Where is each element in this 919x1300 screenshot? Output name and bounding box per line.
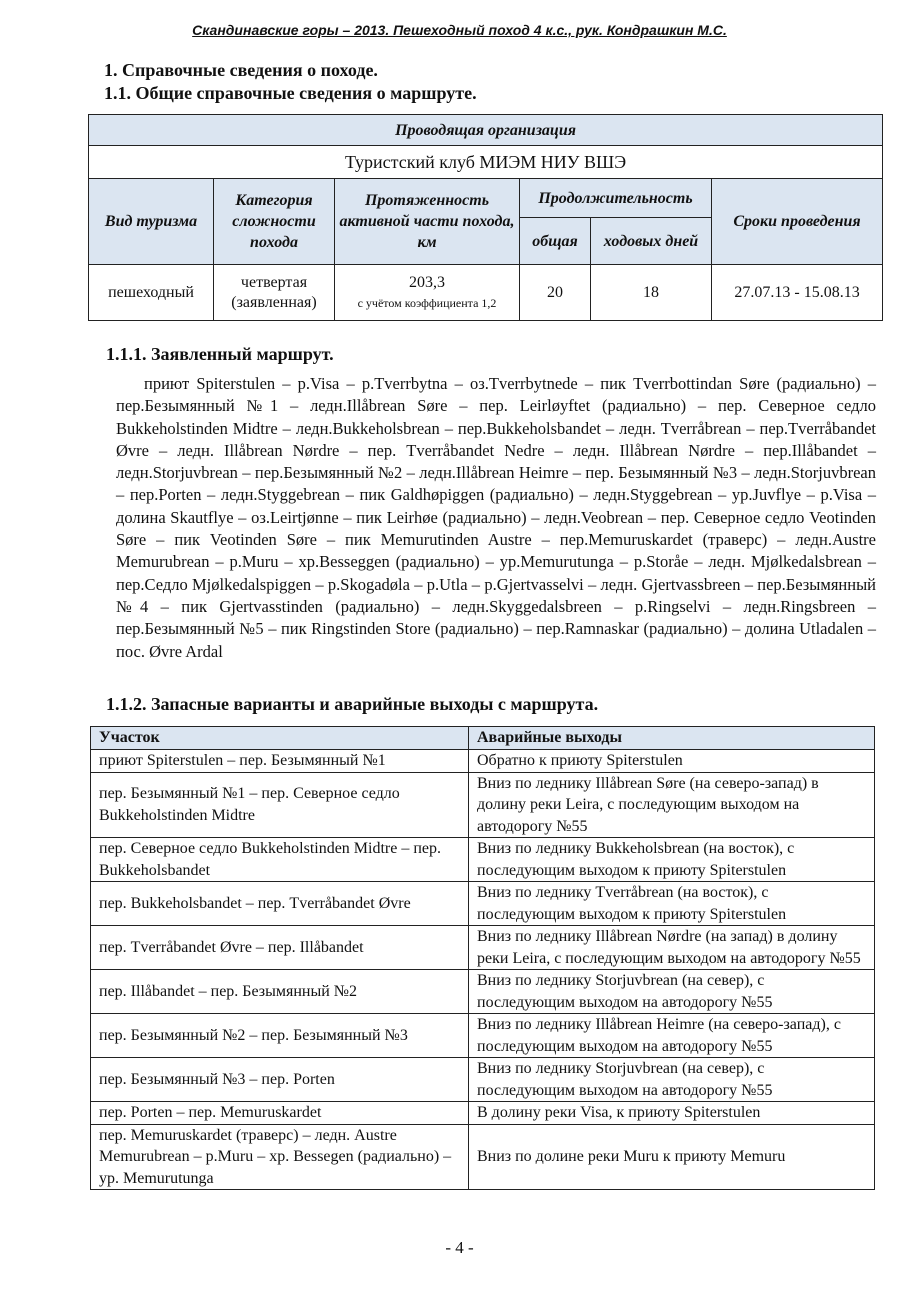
value-length-number: 203,3 [409, 273, 445, 291]
section-1-1-title: 1.1. Общие справочные сведения о маршруте. [104, 83, 477, 103]
value-walking-days: 18 [591, 265, 712, 321]
exit-cell: Вниз по леднику Illåbrean Nørdre (на запад) в долину реки Leira, с последующим выходом на автодорогу №55 [469, 926, 875, 970]
value-length [335, 265, 520, 321]
col-emergency-exits: Аварийные выходы [469, 727, 875, 750]
section-cell: пер. Illåbandet – пер. Безымянный №2 [91, 970, 469, 1014]
org-header: Проводящая организация [89, 115, 883, 146]
exit-cell: Вниз по леднику Illåbrean Søre (на северо-запад) в долину реки Leira, с последующим выходом на автодорогу №55 [469, 772, 875, 838]
table-row [91, 1058, 875, 1102]
exit-cell: Вниз по леднику Tverråbrean (на восток), с последующим выходом к приюту Spiterstulen [469, 882, 875, 926]
section-1-1-1-title: 1.1.1. Заявленный маршрут. [106, 344, 334, 364]
table-row [91, 1124, 875, 1190]
exit-cell: Вниз по долине реки Muru к приюту Memuru [469, 1124, 875, 1190]
col-length: Протяженность активной части похода, км [335, 179, 520, 265]
section-cell: пер. Porten – пер. Memuruskardet [91, 1102, 469, 1125]
declared-route-text: приют Spiterstulen – р.Visa – р.Tverrbytna – оз.Tverrbytnede – пик Tverrbottindan Søre (радиально) – пер.Безымянный №1 – ледн.Illåbrean Søre – пер. Leirløyftet (радиально) – пер. Северное седло Bukkeholstinden Midtre – ледн.Bukkeholsbrean – пер.Bukkeholsbandet – ледн. Tverråbrean – пер.Tverråbandet Øvre – ледн. Illåbrean Nørdre – пер. Tverråbandet Nedre – ледн. Illåbrean Nørdre – пер.Illåbandet – ледн.Storjuvbrean – пер.Безымянный №2 – ледн.Illåbrean Heimre – пер. Безымянный №3 – ледн.Storjuvbrean – пер.Porten – ледн.Styggebrean – пик Galdhøpiggen (радиально) – ледн.Styggebrean – ур.Juvflye – р.Visa – долина Skautflye – оз.Leirtjønne – пик Leirhøe (радиально) – ледн.Veobrean – пер. Северное седло Veotinden Søre – пик Veotinden Søre – пик Memurutinden Austre – пер.Memuruskardet (траверс) – ледн.Austre Memurubrean – р.Muru – хр.Besseggen (радиально) – ур.Memurutunga – р.Storåe – ледн. Mjølkedalsbrean – пер.Седло Mjølkedalspiggen – р.Skogadøla – р.Utla – р.Gjertvasselvi – ледн. Gjertvassbreen – пер.Безымянный №4 – пик Gjertvasstinden (радиально) – ледн.Skyggedalsbreen – р.Ringselvi – ледн.Ringsbreen – пер.Безымянный №5 – пик Ringstinden Store (радиально) – пер.Ramnaskar (радиально) – долина Utladalen – пос. Øvre Ardal [116, 374, 876, 661]
section-1-title: 1. Справочные сведения о походе. [104, 60, 378, 80]
value-category [214, 265, 335, 321]
exit-cell: Вниз по леднику Illåbrean Heimre (на северо-запад), с последующим выходом на автодорогу №55 [469, 1014, 875, 1058]
value-duration-total: 20 [520, 265, 591, 321]
value-category-line1: четвертая [240, 273, 308, 291]
section-cell: пер. Безымянный №3 – пер. Porten [91, 1058, 469, 1102]
exit-cell: В долину реки Visa, к приюту Spiterstulen [469, 1102, 875, 1125]
table-row [91, 1014, 875, 1058]
table-row [91, 838, 875, 882]
col-duration: Продолжительность [520, 179, 712, 218]
exit-cell: Вниз по леднику Storjuvbrean (на север), с последующим выходом на автодорогу №55 [469, 970, 875, 1014]
col-section: Участок [91, 727, 469, 750]
col-duration-total: общая [520, 218, 591, 265]
page-header: Скандинавские горы – 2013. Пешеходный поход 4 к.с., рук. Кондрашкин М.С. [192, 22, 727, 38]
value-category-line2: (заявленная) [231, 293, 317, 311]
section-cell: пер. Безымянный №2 – пер. Безымянный №3 [91, 1014, 469, 1058]
value-length-note: с учётом коэффициента 1,2 [357, 295, 497, 310]
value-tourism-type: пешеходный [89, 265, 214, 321]
table-row [91, 1102, 875, 1125]
section-cell: пер. Безымянный №1 – пер. Северное седло Bukkeholstinden Midtre [91, 772, 469, 838]
value-dates: 27.07.13 - 15.08.13 [712, 265, 883, 321]
section-cell: пер. Tverråbandet Øvre – пер. Illåbandet [91, 926, 469, 970]
table-row [91, 772, 875, 838]
col-walking-days: ходовых дней [591, 218, 712, 265]
section-cell: приют Spiterstulen – пер. Безымянный №1 [91, 750, 469, 773]
table-row [91, 970, 875, 1014]
exit-cell: Вниз по леднику Bukkeholsbrean (на восток), с последующим выходом к приюту Spiterstulen [469, 838, 875, 882]
table-row [91, 750, 875, 773]
section-cell: пер. Северное седло Bukkeholstinden Midtre – пер. Bukkeholsbandet [91, 838, 469, 882]
section-1-1-2-title: 1.1.2. Запасные варианты и аварийные выходы с маршрута. [106, 694, 599, 714]
section-cell: пер. Memuruskardet (траверс) – ледн. Austre Memurubrean – р.Muru – хр. Bessegen (радиально) – ур. Memurutunga [91, 1124, 469, 1190]
org-name: Туристский клуб МИЭМ НИУ ВШЭ [89, 146, 883, 179]
page-number: - 4 - [445, 1238, 474, 1257]
col-category: Категория сложности похода [214, 179, 335, 265]
col-tourism-type: Вид туризма [89, 179, 214, 265]
route-info-table [88, 114, 883, 321]
exit-cell: Вниз по леднику Storjuvbrean (на север), с последующим выходом на автодорогу №55 [469, 1058, 875, 1102]
section-cell: пер. Bukkeholsbandet – пер. Tverråbandet Øvre [91, 882, 469, 926]
table-row [91, 882, 875, 926]
table-row [91, 926, 875, 970]
emergency-exits-table [90, 726, 875, 1190]
exit-cell: Обратно к приюту Spiterstulen [469, 750, 875, 773]
col-dates: Сроки проведения [712, 179, 883, 265]
